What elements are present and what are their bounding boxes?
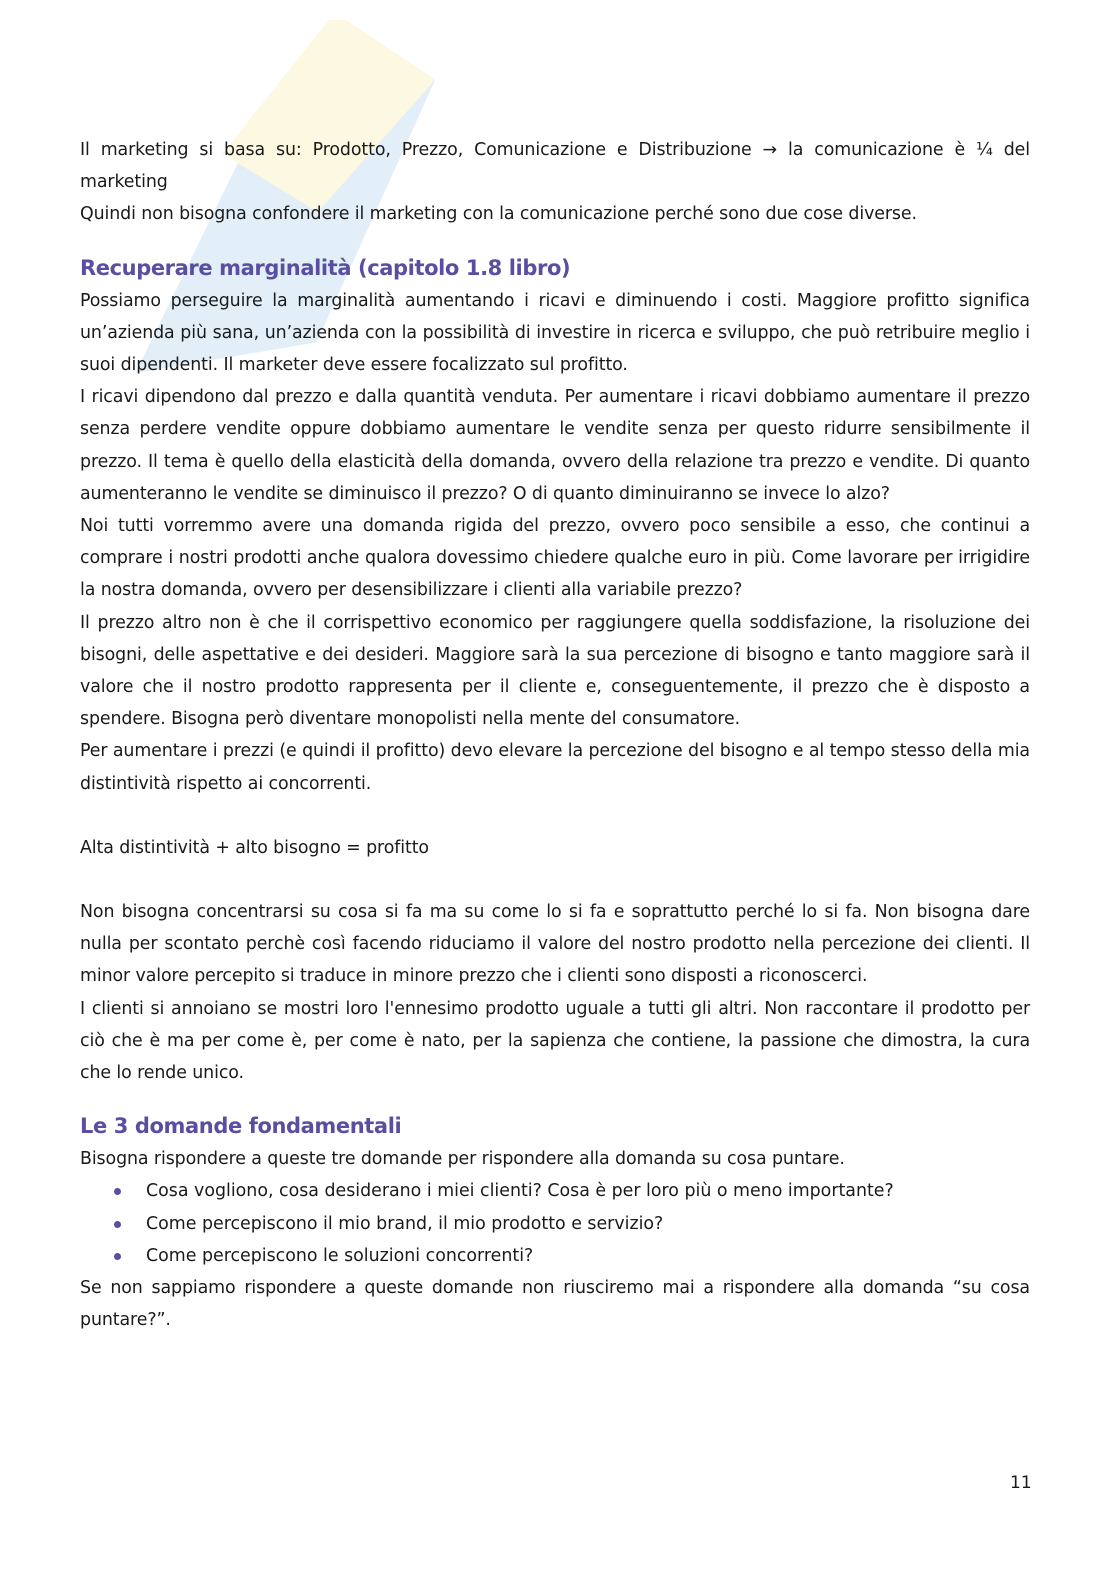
paragraph: I clienti si annoiano se mostri loro l'ennesimo prodotto uguale a tutti gli altri. Non raccontare il prodotto per ciò che è ma per come è, per come è nato, per la sapienza che contiene, la passione che dimostra, la cura che lo rende unico. [80, 998, 1030, 1084]
intro-line-2: Quindi non bisogna confondere il marketing con la comunicazione perché sono due cose diverse. [80, 204, 917, 225]
paragraph: Possiamo perseguire la marginalità aumentando i ricavi e diminuendo i costi. Maggiore profitto significa un’azienda più sana, un’azienda con la possibilità di investire in ricerca e sviluppo, che può retribuire meglio i suoi dipendenti. Il marketer deve essere focalizzato sul profitto. [80, 290, 1030, 376]
bullet-icon [114, 1188, 121, 1195]
paragraph: Il prezzo altro non è che il corrispettivo economico per raggiungere quella soddisfazione, la risoluzione dei bisogni, delle aspettative e dei desideri. Maggiore sarà la sua percezione di bisogno e tanto maggiore sarà il valore che il nostro prodotto rappresenta per il cliente e, conseguentemente, il prezzo che è disposto a spendere. Bisogna però diventare monopolisti nella mente del consumatore. [80, 612, 1030, 730]
formula-line: Alta distintività + alto bisogno = profitto [80, 837, 429, 858]
section2-conclusion: Se non sappiamo rispondere a queste domande non riusciremo mai a rispondere alla domanda “su cosa puntare?”. [80, 1278, 1030, 1331]
section-heading-domande: Le 3 domande fondamentali [80, 1114, 402, 1139]
questions-list [80, 1175, 1030, 1272]
section2-intro: Bisogna rispondere a queste tre domande per rispondere alla domanda su cosa puntare. [80, 1149, 845, 1170]
bullet-icon [114, 1221, 121, 1228]
paragraph: Per aumentare i prezzi (e quindi il profitto) devo elevare la percezione del bisogno e al tempo stesso della mia distintività rispetto ai concorrenti. [80, 741, 1030, 794]
paragraph: Noi tutti vorremmo avere una domanda rigida del prezzo, ovvero poco sensibile a esso, che continui a comprare i nostri prodotti anche qualora dovessimo chiedere qualche euro in più. Come lavorare per irrigidire la nostra domanda, ovvero per desensibilizzare i clienti alla variabile prezzo? [80, 516, 1030, 601]
page-number: 11 [1010, 1473, 1032, 1493]
list-item: Cosa vogliono, cosa desiderano i miei clienti? Cosa è per loro più o meno importante? [80, 1175, 1030, 1207]
document-page [80, 134, 1030, 1337]
bullet-icon [114, 1253, 121, 1260]
list-item: Come percepiscono le soluzioni concorrenti? [80, 1240, 1030, 1272]
list-item: Come percepiscono il mio brand, il mio prodotto e servizio? [80, 1208, 1030, 1240]
paragraph: Non bisogna concentrarsi su cosa si fa ma su come lo si fa e soprattutto perché lo si fa. Non bisogna dare nulla per scontato perchè così facendo riduciamo il valore del nostro prodotto nella percezione dei clienti. Il minor valore percepito si traduce in minore prezzo che i clienti sono disposti a riconoscerci. [80, 902, 1030, 987]
paragraph: I ricavi dipendono dal prezzo e dalla quantità venduta. Per aumentare i ricavi dobbiamo aumentare il prezzo senza perdere vendite oppure dobbiamo aumentare le vendite senza per questo ridurre sensibilmente il prezzo. Il tema è quello della elasticità della domanda, ovvero della relazione tra prezzo e vendite. Di quanto aumenteranno le vendite se diminuisco il prezzo? O di quanto diminuiranno se invece lo alzo? [80, 387, 1030, 504]
section-heading-marginalita: Recuperare marginalità (capitolo 1.8 libro) [80, 255, 571, 280]
intro-line-1: Il marketing si basa su: Prodotto, Prezzo, Comunicazione e Distribuzione → la comunicazione è ¼ del marketing [80, 140, 1030, 193]
